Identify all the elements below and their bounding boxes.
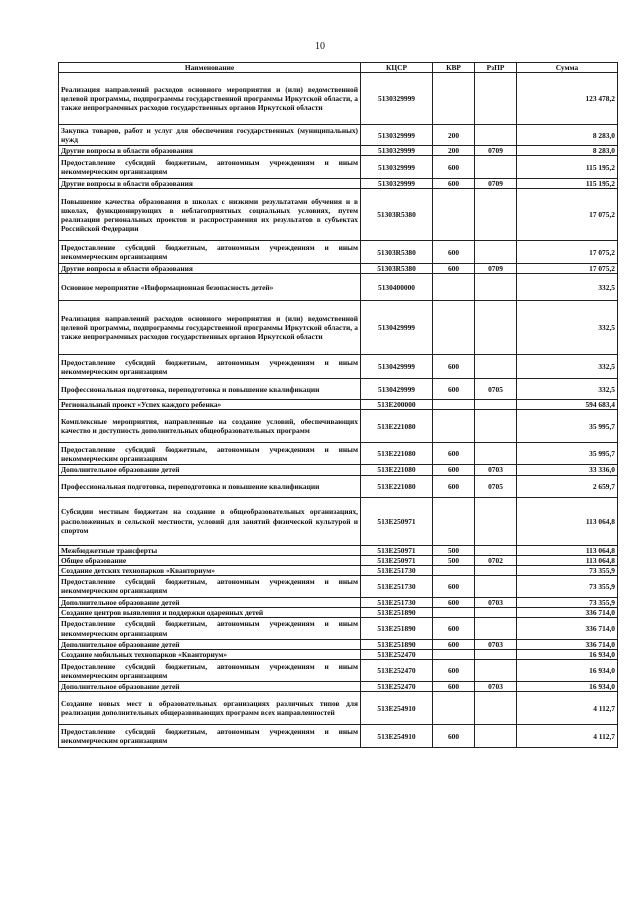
row-rzpr [475, 73, 517, 125]
row-kvr: 600 [433, 682, 475, 692]
row-rzpr [475, 660, 517, 682]
table-row [59, 125, 618, 146]
row-sum: 332,5 [517, 301, 618, 355]
row-sum: 123 478,2 [517, 73, 618, 125]
row-name: Предоставление субсидий бюджетным, автономным учреждениям и иным некоммерческим организациям [59, 725, 361, 748]
row-kvr [433, 497, 475, 545]
row-name: Общее образование [59, 555, 361, 565]
budget-table [58, 62, 618, 748]
row-name: Предоставление субсидий бюджетным, автономным учреждениям и иным некоммерческим организациям [59, 443, 361, 465]
row-sum: 73 355,9 [517, 575, 618, 597]
row-name: Региональный проект «Успех каждого ребенка» [59, 400, 361, 410]
row-kvr: 600 [433, 597, 475, 607]
row-rzpr: 0709 [475, 264, 517, 274]
row-rzpr [475, 650, 517, 660]
row-kvr: 500 [433, 555, 475, 565]
row-rzpr [475, 410, 517, 443]
row-name: Создание новых мест в образовательных организациях различных типов для реализации дополнительных общеразвивающих программ всех направленностей [59, 692, 361, 725]
row-name: Повышение качества образования в школах с низкими результатами обучения и в школах, функционирующих в неблагоприятных социальных условиях, путем реализации региональных проектов и распространения их результатов в субъектах Российской Федерации [59, 189, 361, 241]
row-name: Дополнительное образование детей [59, 597, 361, 607]
row-name: Предоставление субсидий бюджетным, автономным учреждениям и иным некоммерческим организациям [59, 156, 361, 179]
table-row [59, 597, 618, 607]
row-kcsr: 5130329999 [361, 179, 433, 189]
row-sum: 17 075,2 [517, 264, 618, 274]
row-kvr: 200 [433, 146, 475, 156]
table-row [59, 241, 618, 264]
row-rzpr [475, 301, 517, 355]
table-row [59, 660, 618, 682]
row-kvr: 600 [433, 575, 475, 597]
row-kcsr: 513E251890 [361, 607, 433, 617]
row-kcsr: 513E251730 [361, 575, 433, 597]
table-row [59, 156, 618, 179]
row-kvr: 600 [433, 443, 475, 465]
row-name: Предоставление субсидий бюджетным, автономным учреждениям и иным некоммерческим организациям [59, 575, 361, 597]
row-sum: 73 355,9 [517, 597, 618, 607]
row-kcsr: 51303R5380 [361, 241, 433, 264]
row-rzpr: 0705 [475, 475, 517, 497]
row-kcsr: 51303R5380 [361, 189, 433, 241]
row-rzpr [475, 545, 517, 555]
header-name: Наименование [59, 63, 361, 73]
row-kcsr: 513E250971 [361, 497, 433, 545]
row-sum: 4 112,7 [517, 725, 618, 748]
row-rzpr [475, 241, 517, 264]
row-rzpr [475, 565, 517, 575]
row-kvr [433, 301, 475, 355]
row-kvr: 600 [433, 264, 475, 274]
row-sum: 8 283,0 [517, 125, 618, 146]
row-name: Создание детских технопарков «Кванториум» [59, 565, 361, 575]
header-sum: Сумма [517, 63, 618, 73]
row-kcsr: 513E252470 [361, 650, 433, 660]
table-row [59, 618, 618, 640]
row-name: Создание мобильных технопарков «Кванториум» [59, 650, 361, 660]
row-sum: 17 075,2 [517, 189, 618, 241]
row-name: Дополнительное образование детей [59, 640, 361, 650]
row-rzpr: 0703 [475, 682, 517, 692]
table-row [59, 607, 618, 617]
row-kvr: 600 [433, 725, 475, 748]
row-kvr: 500 [433, 545, 475, 555]
row-kcsr: 513E254910 [361, 692, 433, 725]
row-kcsr: 513E221080 [361, 443, 433, 465]
row-kcsr: 513E221080 [361, 465, 433, 475]
table-row [59, 650, 618, 660]
row-sum: 16 934,0 [517, 650, 618, 660]
row-kcsr: 513E200000 [361, 400, 433, 410]
row-kvr: 600 [433, 241, 475, 264]
row-rzpr [475, 692, 517, 725]
row-kvr: 600 [433, 465, 475, 475]
row-rzpr: 0709 [475, 179, 517, 189]
row-name: Субсидии местным бюджетам на создание в общеобразовательных организациях, расположенных в сельской местности, условий для занятий физической культурой и спортом [59, 497, 361, 545]
row-sum: 33 336,0 [517, 465, 618, 475]
row-name: Создание центров выявления и поддержки одаренных детей [59, 607, 361, 617]
row-name: Предоставление субсидий бюджетным, автономным учреждениям и иным некоммерческим организациям [59, 618, 361, 640]
table-row [59, 264, 618, 274]
table-row [59, 73, 618, 125]
table-header-row [59, 63, 618, 73]
row-name: Профессиональная подготовка, переподготовка и повышение квалификации [59, 475, 361, 497]
row-name: Реализация направлений расходов основного мероприятия и (или) ведомственной целевой программы, подпрограммы государственной программы Иркутской области, а также непрограммных расходов государственных органов Иркутской области [59, 301, 361, 355]
table-row [59, 575, 618, 597]
row-name: Реализация направлений расходов основного мероприятия и (или) ведомственной целевой программы, подпрограммы государственной программы Иркутской области, а также непрограммных расходов государственных органов Иркутской области [59, 73, 361, 125]
row-kcsr: 513E221080 [361, 410, 433, 443]
row-rzpr [475, 607, 517, 617]
row-name: Комплексные мероприятия, направленные на создание условий, обеспечивающих качество и доступность дополнительных общеобразовательных программ [59, 410, 361, 443]
row-kcsr: 51303R5380 [361, 264, 433, 274]
row-rzpr [475, 156, 517, 179]
row-name: Дополнительное образование детей [59, 682, 361, 692]
row-kvr: 600 [433, 179, 475, 189]
row-rzpr [475, 125, 517, 146]
row-rzpr [475, 497, 517, 545]
table-body [59, 73, 618, 748]
table-row [59, 379, 618, 400]
header-kcsr: КЦСР [361, 63, 433, 73]
row-kcsr: 513E251890 [361, 618, 433, 640]
table-row [59, 465, 618, 475]
row-rzpr: 0705 [475, 379, 517, 400]
row-sum: 115 195,2 [517, 179, 618, 189]
row-kcsr: 513E252470 [361, 660, 433, 682]
row-sum: 73 355,9 [517, 565, 618, 575]
row-kvr [433, 650, 475, 660]
row-kvr [433, 565, 475, 575]
table-row [59, 146, 618, 156]
row-sum: 332,5 [517, 379, 618, 400]
row-kcsr: 5130329999 [361, 156, 433, 179]
table-row [59, 640, 618, 650]
row-rzpr [475, 355, 517, 379]
row-name: Предоставление субсидий бюджетным, автономным учреждениям и иным некоммерческим организациям [59, 660, 361, 682]
row-kvr [433, 274, 475, 301]
row-kvr [433, 189, 475, 241]
row-rzpr [475, 443, 517, 465]
header-rzpr: РзПР [475, 63, 517, 73]
row-kcsr: 5130329999 [361, 146, 433, 156]
row-name: Профессиональная подготовка, переподготовка и повышение квалификации [59, 379, 361, 400]
row-sum: 332,5 [517, 274, 618, 301]
table-row [59, 443, 618, 465]
row-name: Предоставление субсидий бюджетным, автономным учреждениям и иным некоммерческим организациям [59, 355, 361, 379]
row-kcsr: 513E250971 [361, 555, 433, 565]
row-rzpr [475, 725, 517, 748]
table-row [59, 400, 618, 410]
row-sum: 2 659,7 [517, 475, 618, 497]
row-kvr: 200 [433, 125, 475, 146]
row-kcsr: 513E251730 [361, 597, 433, 607]
row-name: Предоставление субсидий бюджетным, автономным учреждениям и иным некоммерческим организациям [59, 241, 361, 264]
table-row [59, 565, 618, 575]
row-rzpr: 0703 [475, 465, 517, 475]
table-row [59, 682, 618, 692]
row-sum: 113 064,8 [517, 545, 618, 555]
row-kvr: 600 [433, 475, 475, 497]
row-kvr: 600 [433, 156, 475, 179]
row-kvr [433, 607, 475, 617]
row-sum: 17 075,2 [517, 241, 618, 264]
row-kvr [433, 692, 475, 725]
table-row [59, 179, 618, 189]
row-kcsr: 5130429999 [361, 355, 433, 379]
row-kcsr: 513E221080 [361, 475, 433, 497]
row-rzpr [475, 189, 517, 241]
row-name: Основное мероприятие «Информационная безопасность детей» [59, 274, 361, 301]
table-row [59, 725, 618, 748]
row-kcsr: 513E254910 [361, 725, 433, 748]
row-rzpr [475, 575, 517, 597]
row-kvr: 600 [433, 618, 475, 640]
row-name: Дополнительное образование детей [59, 465, 361, 475]
table-row [59, 410, 618, 443]
row-name: Закупка товаров, работ и услуг для обеспечения государственных (муниципальных) нужд [59, 125, 361, 146]
row-sum: 336 714,0 [517, 640, 618, 650]
row-sum: 113 064,8 [517, 497, 618, 545]
row-kvr: 600 [433, 379, 475, 400]
table-row [59, 545, 618, 555]
row-rzpr: 0702 [475, 555, 517, 565]
row-kcsr: 5130400000 [361, 274, 433, 301]
row-kvr [433, 400, 475, 410]
table-row [59, 475, 618, 497]
table-row [59, 355, 618, 379]
table-row [59, 692, 618, 725]
row-sum: 113 064,8 [517, 555, 618, 565]
table-row [59, 555, 618, 565]
row-rzpr: 0709 [475, 146, 517, 156]
row-sum: 16 934,0 [517, 682, 618, 692]
row-sum: 332,5 [517, 355, 618, 379]
table-row [59, 274, 618, 301]
row-sum: 336 714,0 [517, 618, 618, 640]
header-kvr: КВР [433, 63, 475, 73]
row-kcsr: 5130329999 [361, 125, 433, 146]
row-sum: 16 934,0 [517, 660, 618, 682]
table-row [59, 301, 618, 355]
row-name: Другие вопросы в области образования [59, 264, 361, 274]
row-sum: 594 683,4 [517, 400, 618, 410]
row-rzpr [475, 618, 517, 640]
row-kcsr: 513E252470 [361, 682, 433, 692]
row-sum: 8 283,0 [517, 146, 618, 156]
page-number: 10 [315, 41, 325, 52]
row-rzpr: 0703 [475, 640, 517, 650]
table-row [59, 189, 618, 241]
row-rzpr [475, 400, 517, 410]
row-kvr: 600 [433, 660, 475, 682]
row-sum: 35 995,7 [517, 410, 618, 443]
row-kcsr: 5130429999 [361, 301, 433, 355]
row-kvr [433, 73, 475, 125]
row-kvr: 600 [433, 355, 475, 379]
row-sum: 336 714,0 [517, 607, 618, 617]
row-sum: 35 995,7 [517, 443, 618, 465]
row-sum: 4 112,7 [517, 692, 618, 725]
row-kcsr: 5130429999 [361, 379, 433, 400]
row-kcsr: 5130329999 [361, 73, 433, 125]
row-kcsr: 513E251890 [361, 640, 433, 650]
row-kvr: 600 [433, 640, 475, 650]
row-rzpr: 0703 [475, 597, 517, 607]
row-kcsr: 513E251730 [361, 565, 433, 575]
row-name: Другие вопросы в области образования [59, 179, 361, 189]
row-name: Межбюджетные трансферты [59, 545, 361, 555]
row-sum: 115 195,2 [517, 156, 618, 179]
row-kcsr: 513E250971 [361, 545, 433, 555]
table-row [59, 497, 618, 545]
row-name: Другие вопросы в области образования [59, 146, 361, 156]
row-rzpr [475, 274, 517, 301]
row-kvr [433, 410, 475, 443]
